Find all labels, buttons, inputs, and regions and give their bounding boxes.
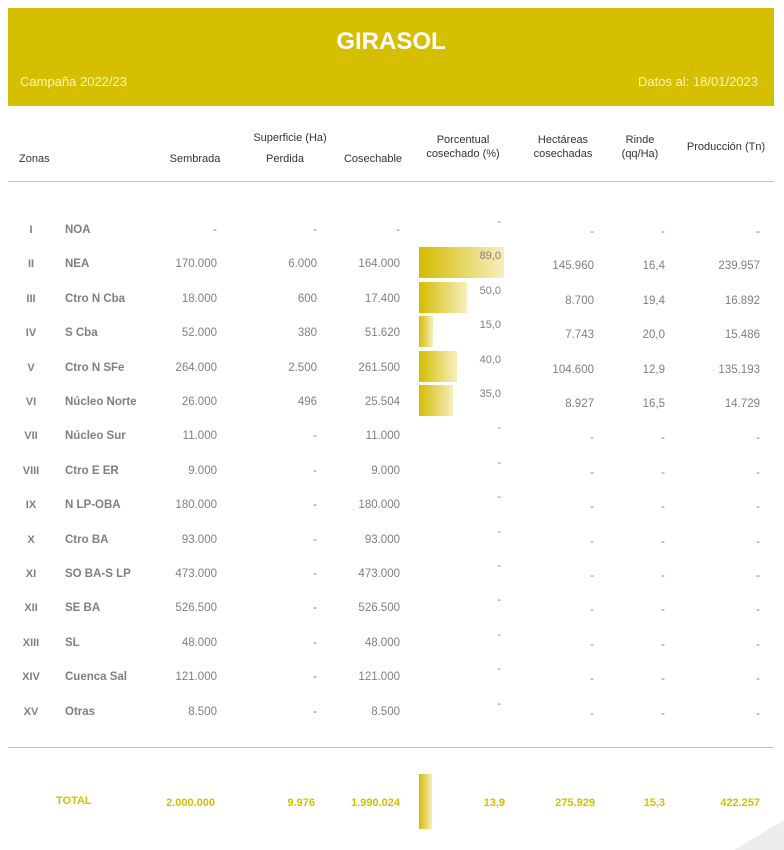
pct-bar [419,316,433,347]
cell-pct: - [497,491,501,504]
zone-name: Ctro N SFe [65,361,125,374]
cell-sembrada: 9.000 [188,464,217,477]
cell-hectareas: - [590,604,594,617]
zone-number: II [27,258,35,271]
zone-number: XIII [22,636,40,649]
cell-rinde: - [661,638,665,651]
zone-name: N LP-OBA [65,499,121,512]
cell-cosechable: 51.620 [364,327,400,340]
zone-number: VIII [22,464,40,477]
total-pct: 13,9 [483,797,505,809]
cell-rinde: 16,4 [642,260,665,273]
cell-produccion: 239.957 [718,260,760,273]
cell-produccion: - [756,707,760,720]
cell-pct: 35,0 [479,388,501,400]
zone-number: XIV [22,671,40,684]
cell-perdida: - [313,464,317,477]
cell-hectareas: - [590,570,594,582]
cell-cosechable: 48.000 [364,636,400,649]
cell-rinde: 19,4 [642,294,665,307]
cell-pct: - [497,594,501,607]
col-header-perdida: Perdida [266,153,304,165]
cell-sembrada: 526.500 [175,602,217,615]
zone-name: Otras [65,705,96,718]
cell-produccion: 14.729 [724,398,760,410]
header-divider [8,181,774,182]
cell-hectareas: - [590,707,594,720]
total-sembrada: 2.000.000 [166,797,215,809]
cell-rinde: 16,5 [642,398,665,410]
cell-sembrada: 180.000 [175,499,217,512]
cell-produccion: 16.892 [724,294,760,307]
cell-produccion: - [756,673,760,686]
total-hectareas: 275.929 [555,797,595,809]
cell-sembrada: 8.500 [188,705,217,718]
cell-cosechable: 261.500 [358,361,400,374]
cell-perdida: - [313,705,317,718]
total-cosechable: 1.990.024 [351,797,400,809]
cell-sembrada: 48.000 [181,636,217,649]
col-header-cosechado: cosechado (%) [426,148,500,160]
total-divider [8,747,774,748]
cell-sembrada: 170.000 [175,258,217,271]
col-header-superficie: Superficie (Ha) [253,132,327,144]
cell-perdida: 600 [297,292,317,305]
cell-rinde: 20,0 [642,329,665,342]
cell-produccion: - [756,501,760,514]
zone-name: Ctro N Cba [65,292,126,305]
zone-name: Ctro BA [65,533,109,546]
cell-rinde: - [661,501,665,514]
zone-number: XII [24,602,38,615]
cell-produccion: 15.486 [724,329,760,342]
cell-pct: 89,0 [479,250,501,263]
cell-hectareas: - [590,432,594,445]
cell-rinde: - [661,673,665,686]
cell-perdida: 380 [297,327,317,340]
cell-sembrada: 26.000 [181,396,217,408]
cell-perdida: - [313,636,317,649]
cell-hectareas: 104.600 [552,363,594,376]
cell-hectareas: - [590,226,594,238]
cell-pct: - [497,560,501,572]
cell-sembrada: 264.000 [175,361,217,374]
cell-pct: 15,0 [479,319,501,332]
cell-hectareas: - [590,535,594,548]
cell-hectareas: 8.700 [565,294,594,307]
data-date-label: Datos al: 18/01/2023 [638,74,758,89]
total-perdida: 9.976 [287,797,315,809]
cell-pct: 40,0 [479,353,501,366]
cell-perdida: 6.000 [288,258,317,271]
cell-perdida: - [313,568,317,580]
zone-number: IX [25,499,37,512]
cell-produccion: - [756,604,760,617]
col-header-sembrada: Sembrada [169,153,221,165]
cell-perdida: - [313,671,317,684]
cell-rinde: - [661,432,665,445]
cell-perdida: 496 [297,396,317,408]
pct-bar [419,385,453,416]
cell-produccion: - [756,570,760,582]
cell-pct: 50,0 [479,284,501,297]
zone-number: III [26,292,36,305]
zone-number: V [27,361,35,374]
cell-cosechable: 180.000 [358,499,400,512]
zone-name: SL [65,636,80,649]
cell-sembrada: 121.000 [175,671,217,684]
cell-cosechable: - [396,224,400,236]
cell-sembrada: 473.000 [175,568,217,580]
cell-perdida: 2.500 [288,361,317,374]
zone-number: XV [23,705,39,718]
page-curl-decoration [734,820,784,850]
zone-number: VI [25,396,37,408]
cell-hectareas: 145.960 [552,260,594,273]
zone-name: NOA [65,224,91,236]
page-title: GIRASOL [336,28,446,55]
cell-produccion: 135.193 [718,363,760,376]
cell-rinde: - [661,707,665,720]
cell-cosechable: 25.504 [364,396,400,408]
cell-cosechable: 164.000 [358,258,400,271]
cell-rinde: - [661,570,665,582]
cell-produccion: - [756,466,760,479]
total-label: TOTAL [56,795,92,807]
zone-name: SO BA-S LP [65,568,131,580]
cell-perdida: - [313,602,317,615]
cell-produccion: - [756,535,760,548]
cell-hectareas: - [590,501,594,514]
cell-rinde: - [661,604,665,617]
cell-perdida: - [313,430,317,443]
zone-number: XI [25,568,37,580]
zone-name: Cuenca Sal [65,671,127,684]
total-produccion: 422.257 [720,797,760,809]
cell-cosechable: 526.500 [358,602,400,615]
cell-hectareas: - [590,466,594,479]
pct-bar [419,282,467,313]
col-header-rinde: Rinde [625,134,655,146]
cell-hectareas: 7.743 [565,329,594,342]
zone-number: X [27,533,35,546]
cell-pct: - [497,422,501,435]
cell-pct: - [497,216,501,228]
cell-rinde: - [661,535,665,548]
cell-hectareas: 8.927 [565,398,594,410]
cell-pct: - [497,525,501,538]
total-rinde: 15,3 [643,797,665,809]
cell-cosechable: 121.000 [358,671,400,684]
cell-cosechable: 8.500 [371,705,400,718]
cell-hectareas: - [590,673,594,686]
cell-hectareas: - [590,638,594,651]
cell-cosechable: 93.000 [364,533,400,546]
cell-sembrada: 18.000 [181,292,217,305]
cell-pct: - [497,663,501,676]
cell-cosechable: 9.000 [371,464,400,477]
col-header-porcentual: Porcentual [436,134,490,146]
cell-pct: - [497,628,501,641]
zone-number: VII [24,430,38,443]
zone-number: IV [25,327,37,340]
zone-name: S Cba [65,327,98,340]
cell-sembrada: 93.000 [181,533,217,546]
pct-bar [419,351,457,382]
cell-produccion: - [756,638,760,651]
col-header-zonas: Zonas [19,153,50,165]
cell-perdida: - [313,224,317,236]
cell-rinde: - [661,466,665,479]
col-header-rinde-unit: (qq/Ha) [621,148,659,160]
cell-rinde: 12,9 [642,363,665,376]
col-header-produccion: Producción (Tn) [686,141,766,153]
cell-cosechable: 17.400 [364,292,400,305]
col-header-hectareas: Hectáreas [537,134,589,146]
cell-produccion: - [756,432,760,445]
cell-produccion: - [756,226,760,238]
cell-cosechable: 473.000 [358,568,400,580]
cell-perdida: - [313,499,317,512]
total-pct-bar [419,774,432,829]
col-header-cosechable: Cosechable [343,153,403,165]
cell-pct: - [497,697,501,710]
cell-cosechable: 11.000 [365,430,400,443]
cell-sembrada: - [213,224,217,236]
zone-number: I [29,224,33,236]
zone-name: Ctro E ER [65,464,119,477]
zone-name: Núcleo Norte [65,396,137,408]
cell-perdida: - [313,533,317,546]
cell-sembrada: 52.000 [181,327,217,340]
col-header-cosechadas: cosechadas [533,148,593,160]
cell-sembrada: 11.000 [182,430,217,443]
campaign-label: Campaña 2022/23 [20,74,127,89]
title-banner [8,8,774,106]
zone-name: NEA [65,258,90,271]
zone-name: SE BA [65,602,101,615]
cell-pct: - [497,456,501,469]
cell-rinde: - [661,226,665,238]
zone-name: Núcleo Sur [65,430,126,443]
